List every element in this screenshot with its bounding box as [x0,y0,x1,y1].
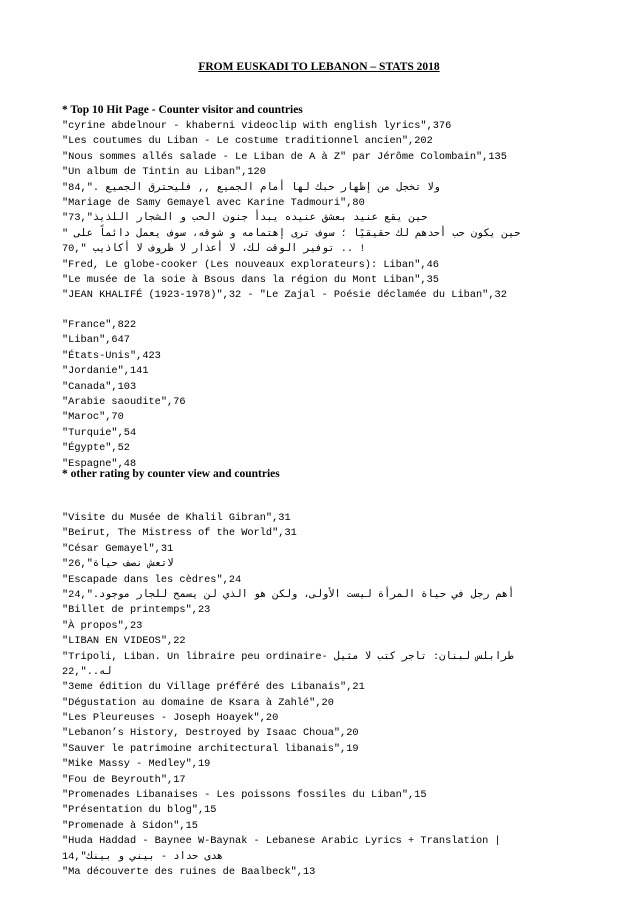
country-item: "Canada",103 [62,380,137,393]
list-item: "Dégustation au domaine de Ksara à Zahlé",20 [62,696,334,709]
list-item: "Fou de Beyrouth",17 [62,773,186,786]
list-item: "Lebanon’s History, Destroyed by Isaac Choua",20 [62,727,359,740]
other-ratings-list [62,511,622,880]
top10-list [62,119,622,304]
list-item: "Les coutumes du Liban - Le costume traditionnel ancien",202 [62,135,433,148]
list-item: "Nous sommes allés salade - Le Liban de A à Z" par Jérôme Colombain",135 [62,150,507,163]
list-item: "Tripoli, Liban. Un libraire peu ordinaire- طرابلس لبنان: تاجر كتب لا مثيل [62,650,514,663]
country-item: "Maroc",70 [62,411,124,424]
list-item: "73,"حين يقع عنيد بعشق عنيده يبدأ جنون الحب و الشجار اللذيذ [62,212,428,225]
country-item: "Égypte",52 [62,442,130,455]
list-item: "Visite du Musée de Khalil Gibran",31 [62,512,291,524]
countries-list [62,318,622,472]
list-item: "LIBAN EN VIDEOS",22 [62,635,186,648]
list-item: "Présentation du blog",15 [62,804,217,817]
list-item: "Ma découverte des ruines de Baalbeck",13 [62,865,316,878]
list-item: 70," توفير الوقت لك، لا أعذار لا ظروف لا أكاذيب .. ! [62,243,366,256]
country-item: "Jordanie",141 [62,365,149,378]
list-item: " حين يكون حب أحدهم لك حقيقيًا ؛ سوف ترى إهتمامه و شوقه، سوف يعمل دائماً على [62,227,521,240]
country-item: "Liban",647 [62,334,130,347]
list-item: "Escapade dans les cèdres",24 [62,573,242,586]
list-item: "Beirut, The Mistress of the World",31 [62,527,297,540]
list-item: "84,". ولا تخجل من إظهار حبك لها أمام الجميع ,, فليحترق الجميع [62,181,440,194]
list-item: "Fred, Le globe-cooker (Les nouveaux explorateurs): Liban",46 [62,258,439,271]
country-item: "France",822 [62,319,137,331]
list-item: "César Gemayel",31 [62,542,174,555]
list-item: "Mike Massy - Medley",19 [62,758,211,771]
list-item: "3eme édition du Village préféré des Libanais",21 [62,681,365,694]
list-item: "26,"لاتعش نصف حياة [62,558,174,571]
list-item: "Promenade à Sidon",15 [62,819,198,832]
section-heading-other: * other rating by counter view and countries [62,468,280,480]
list-item: "Huda Haddad - Baynee W-Baynak - Lebanese Arabic Lyrics + Translation | [62,835,501,848]
list-item: "À propos",23 [62,619,143,632]
list-item: "Un album de Tintin au Liban",120 [62,166,266,179]
country-item: "Espagne",48 [62,457,137,470]
list-item: "Le musée de la soie à Bsous dans la région du Mont Liban",35 [62,273,439,286]
list-item: "cyrine abdelnour - khaberni videoclip with english lyrics",376 [62,120,452,132]
list-item: "Promenades Libanaises - Les poissons fossiles du Liban",15 [62,789,427,802]
country-item: "Turquie",54 [62,426,137,439]
list-item: "Billet de printemps",23 [62,604,211,617]
list-item: "JEAN KHALIFÉ (1923-1978)",32 - "Le Zajal - Poésie déclamée du Liban",32 [62,289,507,302]
list-item: "24,".أهم رجل في حياة المرأة ليست الأولى، ولكن هو الذي لن يسمح للجار موجود [62,588,515,601]
list-item: "Mariage de Samy Gemayel avec Karine Tadmouri",80 [62,196,365,209]
country-item: "États-Unis",423 [62,349,161,362]
list-item: "Les Pleureuses - Joseph Hoayek",20 [62,712,279,725]
section-heading-top10: * Top 10 Hit Page - Counter visitor and countries [62,104,303,116]
country-item: "Arabie saoudite",76 [62,395,186,408]
page-title: FROM EUSKADI TO LEBANON – STATS 2018 [198,61,440,73]
list-item: 14,"هدى حداد - بيني و بينك [62,850,223,863]
list-item: 22,"..له [62,665,112,678]
list-item: "Sauver le patrimoine architectural libanais",19 [62,742,359,755]
